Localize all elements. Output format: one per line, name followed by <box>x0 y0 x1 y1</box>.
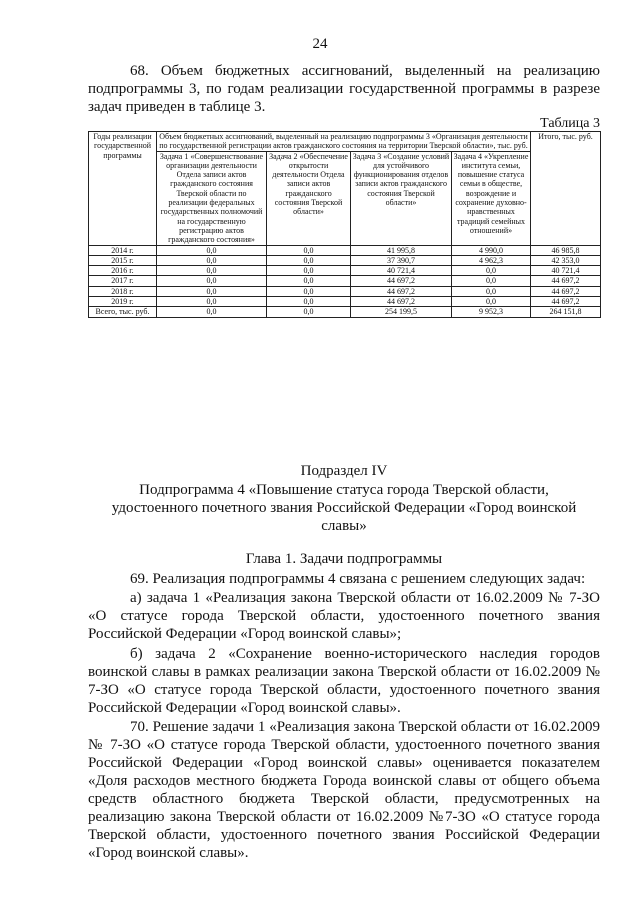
header-task-4: Задача 4 «Укрепление института семьи, повышение статуса семьи в обществе, возрождение и сохранение духовно-нравственных традиций семейных отношений» <box>452 151 531 245</box>
cell-task-4: 0,0 <box>452 297 531 307</box>
cell-task-4: 0,0 <box>452 266 531 276</box>
table-row-total <box>89 307 601 317</box>
cell-task-4: 0,0 <box>452 276 531 286</box>
cell-task-1: 0,0 <box>157 286 267 296</box>
row-year: 2017 г. <box>89 276 157 286</box>
header-budget: Объем бюджетных ассигнований, выделенный на реализацию подпрограммы 3 «Организация деятельности по государственной регистрации актов гражданского состояния на территории Тверской области», тыс. руб. <box>157 132 531 152</box>
subsection-label: Подраздел IV <box>300 463 388 479</box>
paragraph-task-a: а) задача 1 «Реализация закона Тверской области от 16.02.2009 № 7-ЗО «О статусе города Тверской области, удостоенного почетного звания Российской Федерации «Город воинской славы»; <box>88 590 600 642</box>
cell-task-3: 254 199,5 <box>351 307 452 317</box>
row-year: 2016 г. <box>89 266 157 276</box>
cell-task-4: 9 952,3 <box>452 307 531 317</box>
cell-total: 42 353,0 <box>531 255 601 265</box>
cell-task-3: 44 697,2 <box>351 297 452 307</box>
chapter-title: Глава 1. Задачи подпрограммы <box>245 551 443 567</box>
cell-task-3: 41 995,8 <box>351 245 452 255</box>
header-years: Годы реализации государственной программы <box>89 132 157 246</box>
cell-task-1: 0,0 <box>157 276 267 286</box>
cell-task-1: 0,0 <box>157 307 267 317</box>
cell-task-3: 40 721,4 <box>351 266 452 276</box>
cell-total: 44 697,2 <box>531 276 601 286</box>
table-row <box>89 297 601 307</box>
cell-total: 46 985,8 <box>531 245 601 255</box>
cell-total: 44 697,2 <box>531 297 601 307</box>
paragraph-task-b: б) задача 2 «Сохранение военно-исторического наследия городов воинской славы в рамках реализации закона Тверской области от 16.02.2009 № 7-ЗО «О статусе города Тверской области, удостоенного почетного звания Российской Федерации «Город воинской славы». <box>88 646 600 716</box>
row-year: Всего, тыс. руб. <box>89 307 157 317</box>
table-row <box>89 255 601 265</box>
header-task-1: Задача 1 «Совершенствование организации деятельности Отдела записи актов гражданского состояния Тверской области по реализации федеральных государственных полномочий на государственную регистрацию актов гражданского состояния» <box>157 151 267 245</box>
table-row <box>89 276 601 286</box>
cell-total: 40 721,4 <box>531 266 601 276</box>
cell-task-4: 4 990,0 <box>452 245 531 255</box>
intro-paragraph: 68. Объем бюджетных ассигнований, выделенный на реализацию подпрограммы 3, по годам реализации государственной программы в разрезе задач приведен в таблице 3. <box>88 63 600 115</box>
paragraph-69: 69. Реализация подпрограммы 4 связана с решением следующих задач: <box>130 571 586 587</box>
row-year: 2015 г. <box>89 255 157 265</box>
row-year: 2018 г. <box>89 286 157 296</box>
cell-task-2: 0,0 <box>267 286 351 296</box>
cell-task-3: 44 697,2 <box>351 286 452 296</box>
paragraph-70: 70. Решение задачи 1 «Реализация закона Тверской области от 16.02.2009 № 7-ЗО «О статусе города Тверской области, удостоенного почетного звания Российской Федерации «Город воинской славы» оценивается показателем «Доля расходов местного бюджета Города воинской славы от общего объема средств областного бюджета Тверской области, предусмотренных на реализацию закона Тверской области от 16.02.2009 №7-ЗО «О статусе города Тверской области, удостоенного почетного звания Российской Федерации «Город воинской славы». <box>88 719 600 861</box>
cell-task-1: 0,0 <box>157 255 267 265</box>
subsection-title: Подпрограмма 4 «Повышение статуса города Тверской области, удостоенного почетного звания Российской Федерации «Город воинской славы» <box>111 482 577 534</box>
table-row <box>89 245 601 255</box>
cell-task-1: 0,0 <box>157 297 267 307</box>
table-caption: Таблица 3 <box>540 116 600 131</box>
cell-task-2: 0,0 <box>267 307 351 317</box>
row-year: 2019 г. <box>89 297 157 307</box>
cell-task-3: 37 390,7 <box>351 255 452 265</box>
table-row <box>89 286 601 296</box>
budget-table <box>88 131 601 318</box>
cell-task-4: 4 962,3 <box>452 255 531 265</box>
cell-task-2: 0,0 <box>267 276 351 286</box>
cell-task-2: 0,0 <box>267 297 351 307</box>
cell-task-3: 44 697,2 <box>351 276 452 286</box>
cell-total: 264 151,8 <box>531 307 601 317</box>
cell-task-1: 0,0 <box>157 266 267 276</box>
cell-task-4: 0,0 <box>452 286 531 296</box>
cell-total: 44 697,2 <box>531 286 601 296</box>
header-task-2: Задача 2 «Обеспечение открытости деятельности Отдела записи актов гражданского состояния Тверской области» <box>267 151 351 245</box>
cell-task-2: 0,0 <box>267 255 351 265</box>
cell-task-2: 0,0 <box>267 266 351 276</box>
page-number: 24 <box>312 36 328 52</box>
table-row <box>89 266 601 276</box>
header-task-3: Задача 3 «Создание условий для устойчивого функционирования отделов записи актов гражданского состояния Тверской области» <box>351 151 452 245</box>
header-total: Итого, тыс. руб. <box>531 132 601 246</box>
cell-task-2: 0,0 <box>267 245 351 255</box>
row-year: 2014 г. <box>89 245 157 255</box>
cell-task-1: 0,0 <box>157 245 267 255</box>
